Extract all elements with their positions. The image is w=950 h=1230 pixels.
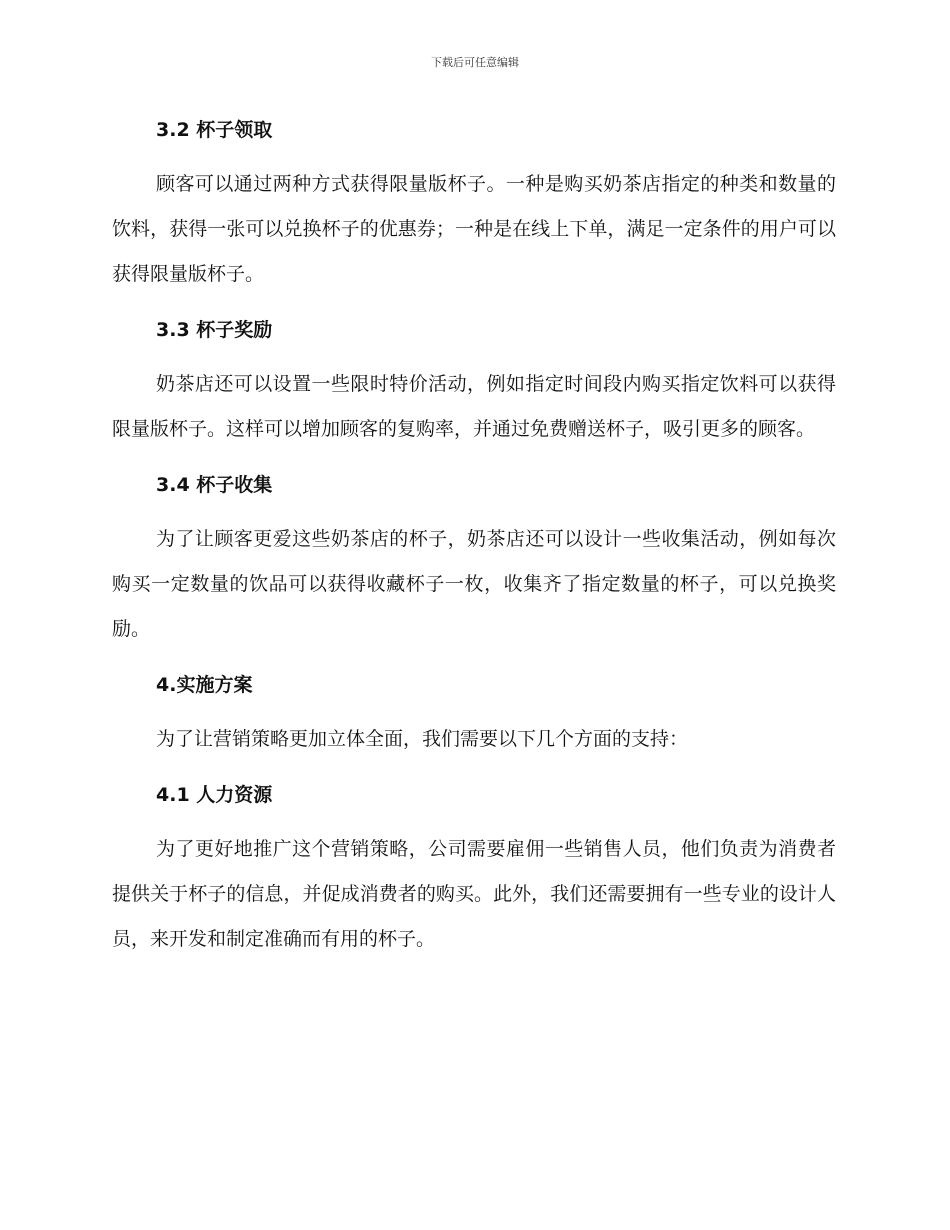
page-header: 下载后可任意编辑 xyxy=(431,56,519,69)
section-heading-3-4: 3.4 杯子收集 xyxy=(156,474,273,496)
section-paragraph-4-1: 为了更好地推广这个营销策略，公司需要雇佣一些销售人员，他们负责为消费者提供关于杯子的信息，并促成消费者的购买。此外，我们还需要拥有一些专业的设计人员，来开发和制定准确而有用的杯子。 xyxy=(112,838,836,950)
section-paragraph-4: 为了让营销策略更加立体全面，我们需要以下几个方面的支持： xyxy=(156,728,689,750)
section-heading-3-2: 3.2 杯子领取 xyxy=(156,119,273,141)
section-paragraph-3-3: 奶茶店还可以设置一些限时特价活动，例如指定时间段内购买指定饮料可以获得限量版杯子。这样可以增加顾客的复购率，并通过免费赠送杯子，吸引更多的顾客。 xyxy=(112,373,836,440)
section-heading-4-1: 4.1 人力资源 xyxy=(156,784,273,806)
document-body xyxy=(112,110,836,962)
section-heading-4: 4.实施方案 xyxy=(156,674,253,696)
section-paragraph-3-4: 为了让顾客更爱这些奶茶店的杯子，奶茶店还可以设计一些收集活动，例如每次购买一定数量的饮品可以获得收藏杯子一枚，收集齐了指定数量的杯子，可以兑换奖励。 xyxy=(112,528,836,640)
section-paragraph-3-2: 顾客可以通过两种方式获得限量版杯子。一种是购买奶茶店指定的种类和数量的饮料，获得一张可以兑换杯子的优惠券；一种是在线上下单，满足一定条件的用户可以获得限量版杯子。 xyxy=(112,173,836,285)
section-heading-3-3: 3.3 杯子奖励 xyxy=(156,319,273,341)
